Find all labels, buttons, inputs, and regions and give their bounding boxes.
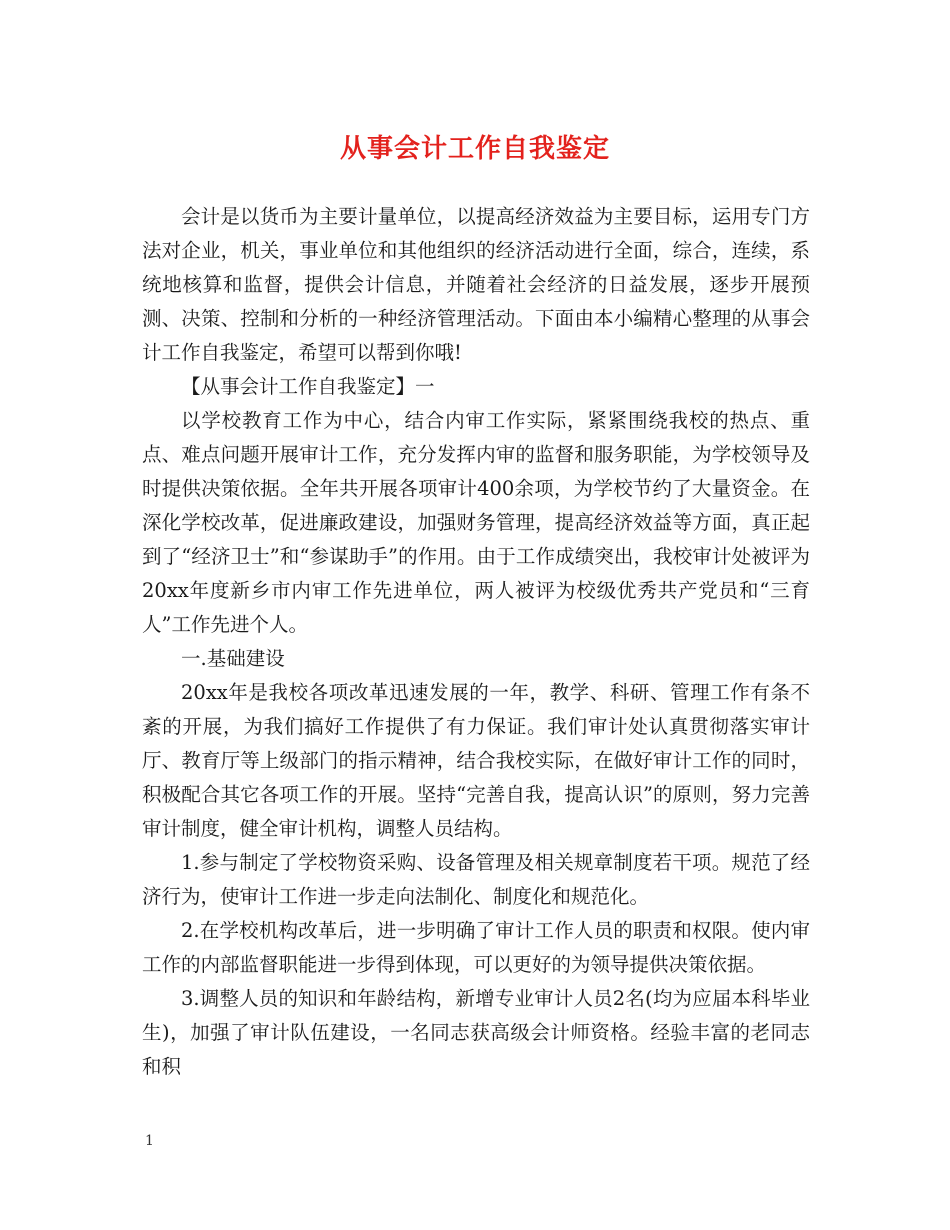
section-heading-1: 【从事会计工作自我鉴定】一	[181, 375, 435, 398]
section-heading-basic: 一.基础建设	[181, 647, 285, 670]
paragraph-intro: 会计是以货币为主要计量单位，以提高经济效益为主要目标，运用专门方法对企业，机关，事业单位和其他组织的经济活动进行全面，综合，连续，系统地核算和监督，提供会计信息，并随着社会经济的日益发展，逐步开展预测、决策、控制和分析的一种经济管理活动。下面由本小编精心整理的从事会计工作自我鉴定，希望可以帮到你哦!	[142, 205, 810, 364]
paragraph-summary: 以学校教育工作为中心，结合内审工作实际，紧紧围绕我校的热点、重点、难点问题开展审计工作，充分发挥内审的监督和服务职能，为学校领导及时提供决策依据。全年共开展各项审计400余项，为学校节约了大量资金。在深化学校改革，促进廉政建设，加强财务管理，提高经济效益等方面，真正起到了“经济卫士”和“参谋助手”的作用。由于工作成绩突出，我校审计处被评为20xx年度新乡市内审工作先进单位，两人被评为校级优秀共产党员和“三育人”工作先进个人。	[142, 409, 810, 636]
document-title: 从事会计工作自我鉴定	[339, 134, 610, 164]
paragraph-basic: 20xx年是我校各项改革迅速发展的一年，教学、科研、管理工作有条不紊的开展，为我们搞好工作提供了有力保证。我们审计处认真贯彻落实审计厅、教育厅等上级部门的指示精神，结合我校实际，在做好审计工作的同时，积极配合其它各项工作的开展。坚持“完善自我，提高认识”的原则，努力完善审计制度，健全审计机构，调整人员结构。	[142, 681, 810, 840]
list-item-3: 3.调整人员的知识和年龄结构，新增专业审计人员2名(均为应届本科毕业生)，加强了审计队伍建设，一名同志获高级会计师资格。经验丰富的老同志和积	[142, 987, 810, 1078]
list-item-2: 2.在学校机构改革后，进一步明确了审计工作人员的职责和权限。使内审工作的内部监督职能进一步得到体现，可以更好的为领导提供决策依据。	[142, 919, 810, 976]
page-number: 1	[145, 1133, 154, 1149]
list-item-1: 1.参与制定了学校物资采购、设备管理及相关规章制度若干项。规范了经济行为，使审计工作进一步走向法制化、制度化和规范化。	[142, 851, 810, 908]
document-body	[142, 200, 810, 1084]
